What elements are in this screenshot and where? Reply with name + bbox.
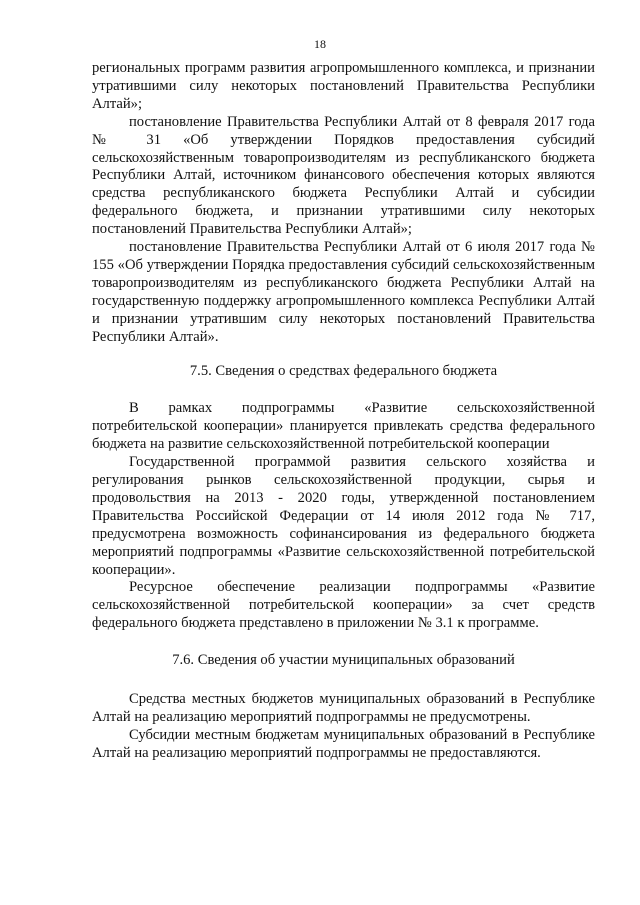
page-number: 18 [314,37,326,51]
paragraph-local-budgets: Средства местных бюджетов муниципальных образований в Республике Алтай на реализацию мероприятий подпрограммы не предусмотрены. [92,691,595,725]
paragraph-resource-support: Ресурсное обеспечение реализации подпрограммы «Развитие сельскохозяйственной потребительской кооперации» за счет средств федерального бюджета представлено в приложении № 3.1 к программе. [92,579,595,632]
paragraph-state-program: Государственной программой развития сельского хозяйства и регулирования рынков сельскохозяйственной продукции, сырья и продовольствия на 2013 - 2020 годы, утвержденной постановлением Правительства Российской Федерации от 14 июля 2012 года № 717, предусмотрена возможность софинансирования из федерального бюджета мероприятий подпрограммы «Развитие сельскохозяйственной потребительской кооперации». [92,454,595,578]
section-heading-7-6: 7.6. Сведения об участии муниципальных образований [172,652,515,669]
paragraph-resolution-155: постановление Правительства Республики Алтай от 6 июля 2017 года № 155 «Об утверждении Порядка предоставления субсидий сельскохозяйственным товаропроизводителям из республиканского бюджета Республики Алтай на государственную поддержку агропромышленного комплекса Республики Алтай и признании утратившим силу некоторых постановлений Правительства Республики Алтай». [92,239,595,345]
paragraph-federal-funds: В рамках подпрограммы «Развитие сельскохозяйственной потребительской кооперации» планируется привлекать средства федерального бюджета на развитие сельскохозяйственной потребительской кооперации [92,400,595,453]
section-heading-7-5: 7.5. Сведения о средствах федерального бюджета [189,362,498,379]
document-body [92,60,595,763]
paragraph-resolution-31: постановление Правительства Республики Алтай от 8 февраля 2017 года № 31 «Об утверждении Порядков предоставления субсидий сельскохозяйственным товаропроизводителям из республиканского бюджета Республики Алтай, источником финансового обеспечения которых являются средства республиканского бюджета Республики Алтай и субсидии федерального бюджета, и признании утратившими силу некоторых постановлений Правительства Республики Алтай»; [92,113,595,238]
paragraph-subsidies: Субсидии местным бюджетам муниципальных образований в Республике Алтай на реализацию мероприятий подпрограммы не предоставляются. [92,726,595,761]
paragraph-continued-list: региональных программ развития агропромышленного комплекса, и признании утратившими силу некоторых постановлений Правительства Республики Алтай»; [92,60,595,112]
